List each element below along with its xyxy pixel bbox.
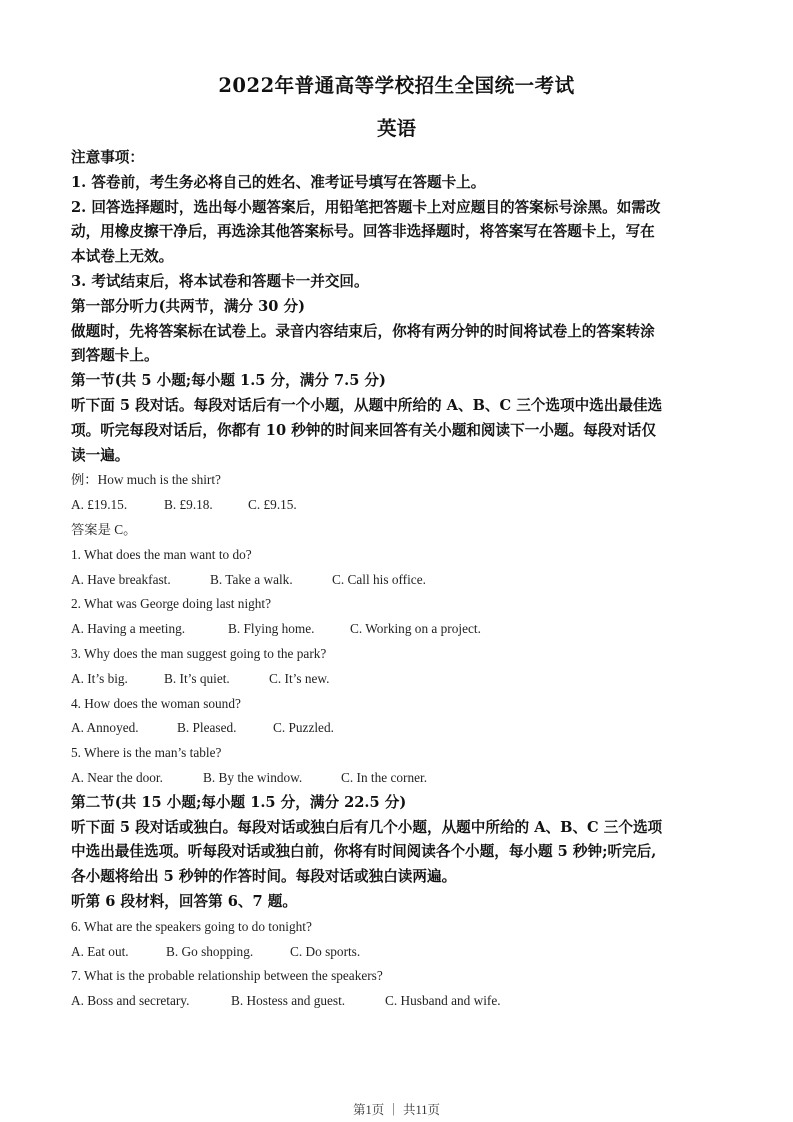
question-7-option-c: C. Husband and wife. xyxy=(385,993,501,1009)
section1-intro-line-3: 读一遍。 xyxy=(71,446,130,464)
question-5-option-a: A. Near the door. xyxy=(71,769,163,785)
page-subtitle: 英语 xyxy=(376,117,416,140)
section1-intro-line-2: 项。听完每段对话后，你都有 10 秒钟的时间来回答有关小题和阅读下一小题。每段对话仅 xyxy=(71,421,657,439)
example-option-c: C. £9.15. xyxy=(248,497,297,513)
notice-item-2-line-3: 本试卷上无效。 xyxy=(71,248,174,266)
question-5-option-b: B. By the window. xyxy=(203,769,303,785)
question-2-option-c: C. Working on a project. xyxy=(350,621,481,637)
question-6-option-c: C. Do sports. xyxy=(290,943,361,959)
question-5-options xyxy=(71,766,723,791)
question-5-option-c: C. In the corner. xyxy=(341,769,428,785)
section1-heading: 第一节(共 5 小题;每小题 1.5 分，满分 7.5 分) xyxy=(71,372,386,390)
question-1-option-a: A. Have breakfast. xyxy=(71,571,171,587)
example-options xyxy=(71,493,723,518)
example-answer: 答案是 C。 xyxy=(71,521,137,537)
notice-item-2-line-1: 2. 回答选择题时，选出每小题答案后，用铅笔把答题卡上对应题目的答案标号涂黑。如需改 xyxy=(71,198,661,216)
question-2-option-a: A. Having a meeting. xyxy=(71,621,186,637)
question-1-options xyxy=(71,568,723,593)
question-3: 3. Why does the man suggest going to the park? xyxy=(71,645,327,661)
exam-content xyxy=(71,146,723,1014)
question-1-option-b: B. Take a walk. xyxy=(210,571,293,587)
question-6: 6. What are the speakers going to do tonight? xyxy=(71,918,312,934)
question-2-options xyxy=(71,617,723,642)
question-5: 5. Where is the man’s table? xyxy=(71,745,222,761)
part1-intro-line-1: 做题时，先将答案标在试卷上。录音内容结束后，你将有两分钟的时间将试卷上的答案转涂 xyxy=(71,322,655,340)
question-4-option-a: A. Annoyed. xyxy=(71,720,139,736)
question-6-option-b: B. Go shopping. xyxy=(166,943,254,959)
notice-heading: 注意事项： xyxy=(71,149,144,166)
question-4-option-c: C. Puzzled. xyxy=(273,720,334,736)
question-2-option-b: B. Flying home. xyxy=(228,621,315,637)
question-7: 7. What is the probable relationship between the speakers? xyxy=(71,968,383,984)
question-3-option-c: C. It’s new. xyxy=(269,670,330,686)
section2-intro-line-3: 各小题将给出 5 秒钟的作答时间。每段对话或独白读两遍。 xyxy=(71,868,457,886)
question-1: 1. What does the man want to do? xyxy=(71,546,252,562)
part1-heading: 第一部分听力(共两节，满分 30 分) xyxy=(71,297,305,315)
example-question: 例：How much is the shirt? xyxy=(71,472,221,488)
page-title: 2022年普通高等学校招生全国统一考试 xyxy=(218,74,575,97)
question-7-option-b: B. Hostess and guest. xyxy=(231,993,346,1009)
page-footer: 第1页 ｜ 共11页 xyxy=(352,1103,441,1117)
example-option-b: B. £9.18. xyxy=(164,497,213,513)
notice-item-1: 1. 答卷前，考生务必将自己的姓名、准考证号填写在答题卡上。 xyxy=(71,173,486,191)
section2-material: 听第 6 段材料，回答第 6、7 题。 xyxy=(71,892,297,910)
section2-intro-line-1: 听下面 5 段对话或独白。每段对话或独白后有几个小题，从题中所给的 A、B、C 三个选项 xyxy=(71,818,663,836)
part1-intro-line-2: 到答题卡上。 xyxy=(71,347,159,365)
question-3-options xyxy=(71,667,723,692)
question-6-options xyxy=(71,940,723,965)
question-4-options xyxy=(71,716,723,741)
example-option-a: A. £19.15. xyxy=(71,497,128,513)
question-1-option-c: C. Call his office. xyxy=(332,571,426,587)
notice-item-3: 3. 考试结束后，将本试卷和答题卡一并交回。 xyxy=(71,272,369,290)
question-4-option-b: B. Pleased. xyxy=(177,720,237,736)
question-7-option-a: A. Boss and secretary. xyxy=(71,993,190,1009)
question-2: 2. What was George doing last night? xyxy=(71,596,272,612)
notice-item-2-line-2: 动，用橡皮擦干净后，再选涂其他答案标号。回答非选择题时，将答案写在答题卡上，写在 xyxy=(71,223,655,241)
section2-heading: 第二节(共 15 小题;每小题 1.5 分，满分 22.5 分) xyxy=(71,793,407,811)
section1-intro-line-1: 听下面 5 段对话。每段对话后有一个小题，从题中所给的 A、B、C 三个选项中选出最佳选 xyxy=(71,396,663,414)
question-3-option-b: B. It’s quiet. xyxy=(164,670,230,686)
question-7-options xyxy=(71,989,723,1014)
question-4: 4. How does the woman sound? xyxy=(71,695,241,711)
question-6-option-a: A. Eat out. xyxy=(71,943,129,959)
question-3-option-a: A. It’s big. xyxy=(71,670,128,686)
section2-intro-line-2: 中选出最佳选项。听每段对话或独白前，你将有时间阅读各个小题，每小题 5 秒钟;听完后, xyxy=(71,843,657,861)
